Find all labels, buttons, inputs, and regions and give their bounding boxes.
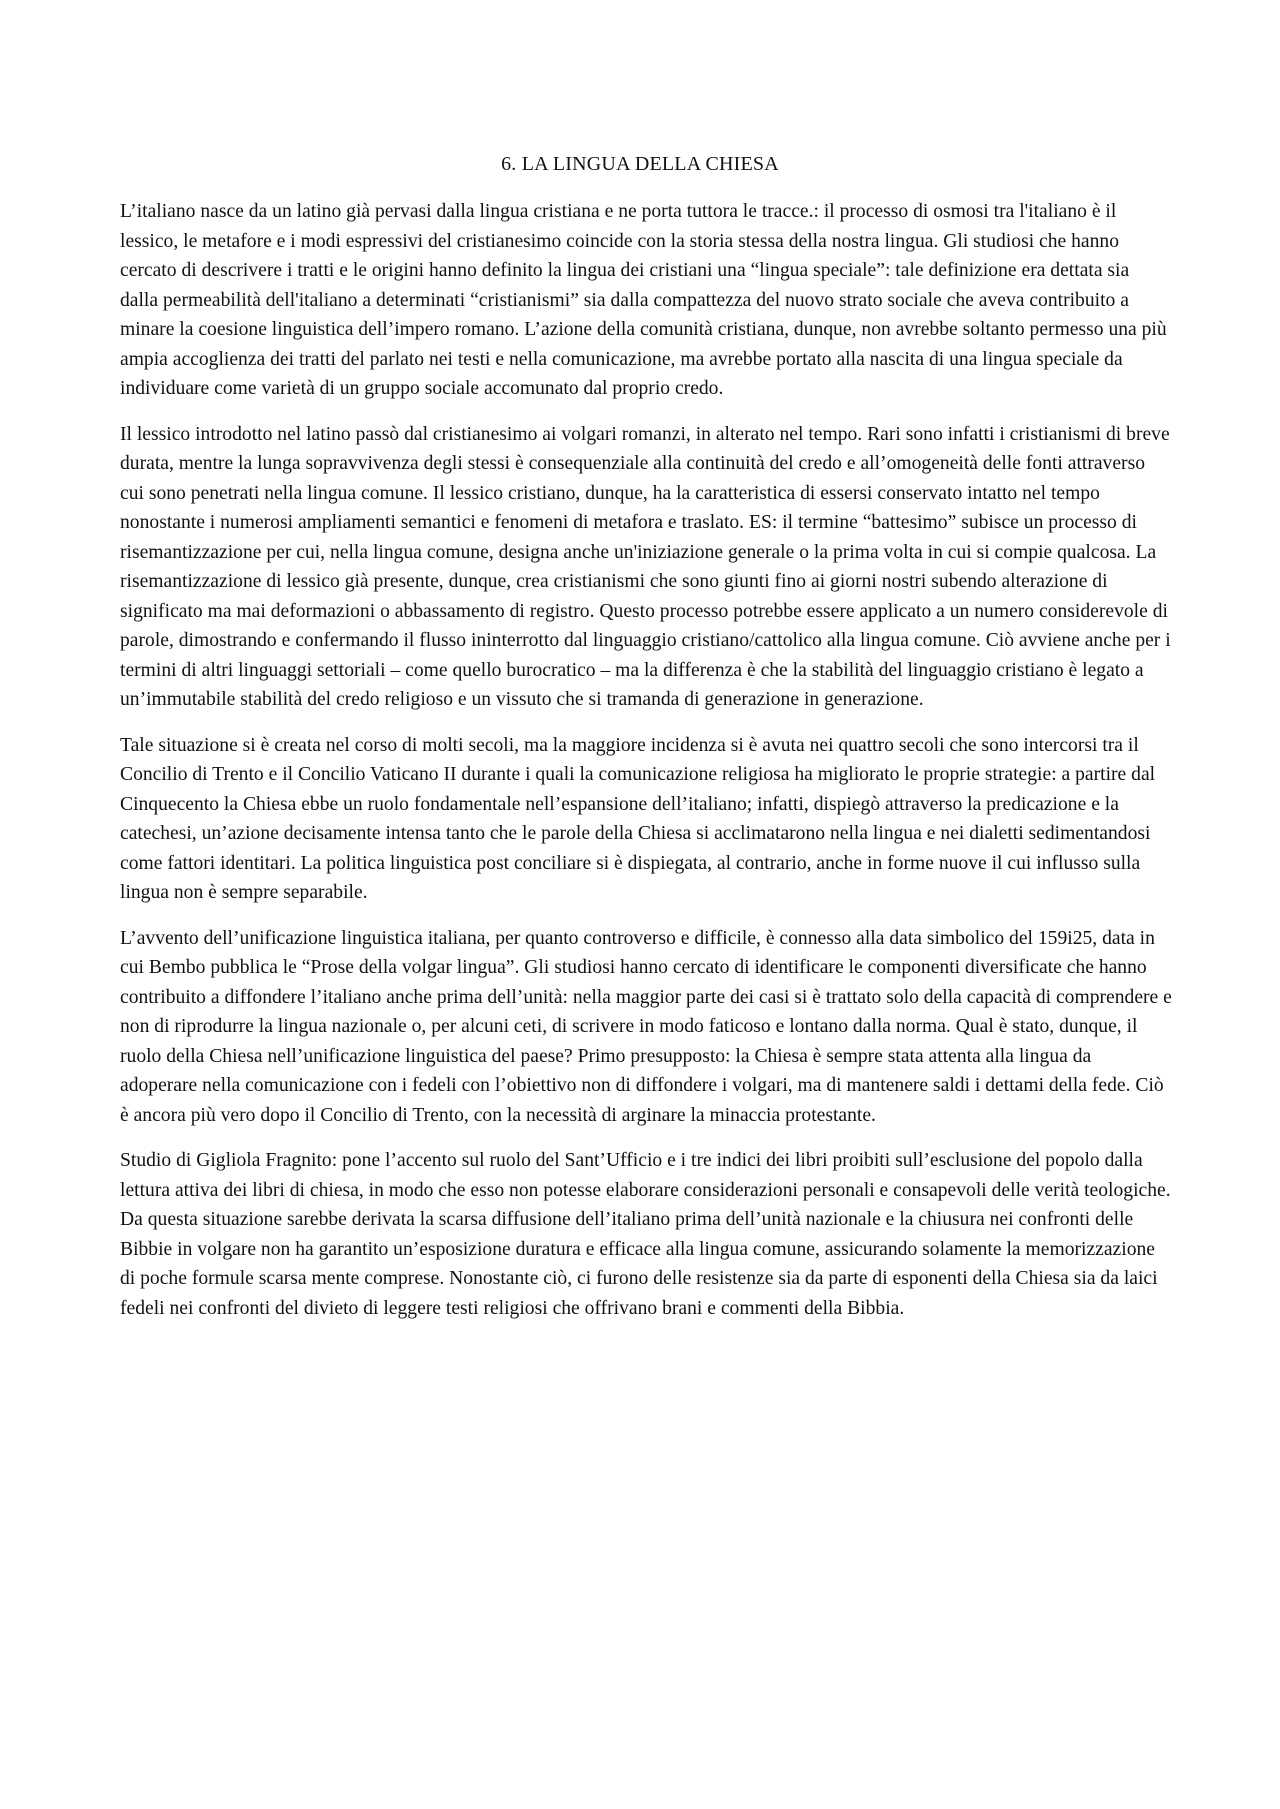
paragraph-3: Tale situazione si è creata nel corso di molti secoli, ma la maggiore incidenza si è avuta nei quattro secoli che sono intercorsi tra il Concilio di Trento e il Concilio Vaticano II durante i quali la comunicazione religiosa ha migliorato le proprie strategie: a partire dal Cinquecento la Chiesa ebbe un ruolo fondamentale nell’espansione dell’italiano; infatti, dispiegò attraverso la predicazione e la catechesi, un’azione decisamente intensa tanto che le parole della Chiesa si acclimatarono nella lingua e nei dialetti sedimentandosi come fattori identitari. La politica linguistica post conciliare si è dispiegata, al contrario, anche in forme nuove il cui influsso sulla lingua non è sempre separabile. [120,734,1156,903]
page-title: 6. LA LINGUA DELLA CHIESA [501,153,779,175]
paragraph-2: Il lessico introdotto nel latino passò dal cristianesimo ai volgari romanzi, in alterato nel tempo. Rari sono infatti i cristianismi di breve durata, mentre la lunga sopravvivenza degli stessi è consequenziale alla continuità del credo e all’omogeneità delle fonti attraverso cui sono penetrati nella lingua comune. Il lessico cristiano, dunque, ha la caratteristica di essersi conservato intatto nel tempo nonostante i numerosi ampliamenti semantici e fenomeni di metafora e traslato. ES: il termine “battesimo” subisce un processo di risemantizzazione per cui, nella lingua comune, designa anche un'iniziazione generale o la prima volta in cui si compie qualcosa. La risemantizzazione di lessico già presente, dunque, crea cristianismi che sono giunti fino ai giorni nostri subendo alterazione di significato ma mai deformazioni o abbassamento di registro. Questo processo potrebbe essere applicato a un numero considerevole di parole, dimostrando e confermando il flusso ininterrotto dal linguaggio cristiano/cattolico alla lingua comune. Ciò avviene anche per i termini di altri linguaggi settoriali – come quello burocratico – ma la differenza è che la stabilità del linguaggio cristiano è legato a un’immutabile stabilità del credo religioso e un vissuto che si tramanda di generazione in generazione. [120,423,1171,710]
document-body [120,197,1172,1339]
paragraph-1: L’italiano nasce da un latino già pervasi dalla lingua cristiana e ne porta tuttora le tracce.: il processo di osmosi tra l'italiano è il lessico, le metafore e i modi espressivi del cristianesimo coincide con la storia stessa della nostra lingua. Gli studiosi che hanno cercato di descrivere i tratti e le origini hanno definito la lingua dei cristiani una “lingua speciale”: tale definizione era dettata sia dalla permeabilità dell'italiano a determinati “cristianismi” sia dalla compattezza del nuovo strato sociale che aveva contribuito a minare la coesione linguistica dell’impero romano. L’azione della comunità cristiana, dunque, non avrebbe soltanto permesso una più ampia accoglienza dei tratti del parlato nei testi e nella comunicazione, ma avrebbe portato alla nascita di una lingua speciale da individuare come varietà di un gruppo sociale accomunato dal proprio credo. [120,201,1167,399]
paragraph-5: Studio di Gigliola Fragnito: pone l’accento sul ruolo del Sant’Ufficio e i tre indici dei libri proibiti sull’esclusione del popolo dalla lettura attiva dei libri di chiesa, in modo che esso non potesse elaborare considerazioni personali e consapevoli delle verità teologiche. Da questa situazione sarebbe derivata la scarsa diffusione dell’italiano prima dell’unità nazionale e la chiusura nei confronti delle Bibbie in volgare non ha garantito un’esposizione duratura e efficace alla lingua comune, assicurando solamente la memorizzazione di poche formule scarsa mente comprese. Nonostante ciò, ci furono delle resistenze sia da parte di esponenti della Chiesa sia da laici fedeli nei confronti del divieto di leggere testi religiosi che offrivano brani e commenti della Bibbia. [120,1150,1171,1319]
paragraph-4: L’avvento dell’unificazione linguistica italiana, per quanto controverso e difficile, è connesso alla data simbolico del 159i25, data in cui Bembo pubblica le “Prose della volgar lingua”. Gli studiosi hanno cercato di identificare le componenti diversificate che hanno contribuito a diffondere l’italiano anche prima dell’unità: nella maggior parte dei casi si è trattato solo della capacità di comprendere e non di riprodurre la lingua nazionale o, per alcuni ceti, di scrivere in modo faticoso e lontano dalla norma. Qual è stato, dunque, il ruolo della Chiesa nell’unificazione linguistica del paese? Primo presupposto: la Chiesa è sempre stata attenta alla lingua da adoperare nella comunicazione con i fedeli con l’obiettivo non di diffondere i volgari, ma di mantenere saldi i dettami della fede. Ciò è ancora più vero dopo il Concilio di Trento, con la necessità di arginare la minaccia protestante. [120,927,1172,1126]
